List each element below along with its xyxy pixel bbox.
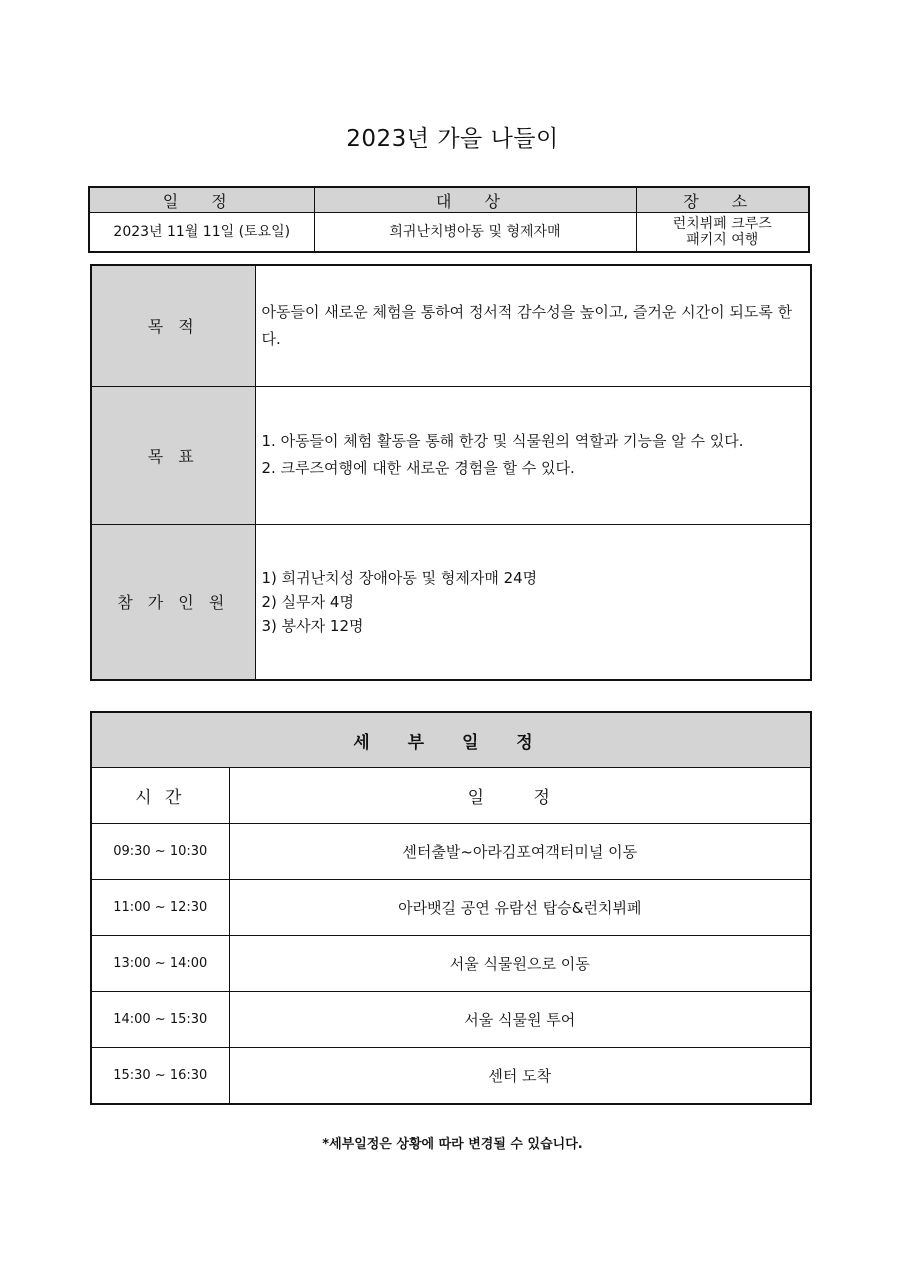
- purpose-label: 목 적: [91, 265, 255, 386]
- row-activity: 센터출발~아라김포여객터미널 이동: [229, 824, 811, 880]
- column-header-schedule: 일 정: [229, 768, 811, 824]
- participant-item: 2) 실무자 4명: [261, 592, 354, 611]
- purpose-text: 아동들이 새로운 체험을 통하여 정서적 감수성을 높이고, 즐거운 시간이 되도록 한다.: [255, 265, 811, 386]
- row-activity: 서울 식물원으로 이동: [229, 936, 811, 992]
- purpose-table: [90, 264, 812, 681]
- participant-item: 3) 봉사자 12명: [261, 616, 364, 635]
- table-row: [91, 824, 811, 880]
- table-row: [91, 992, 811, 1048]
- header-schedule: 일 정: [89, 187, 314, 213]
- event-place-line2: 패키지 여행: [686, 232, 759, 248]
- participants-text: [255, 524, 811, 680]
- table-row: [91, 936, 811, 992]
- row-time: 13:00 ~ 14:00: [91, 936, 229, 992]
- event-date: 2023년 11월 11일 (토요일): [89, 213, 314, 253]
- header-place: 장 소: [636, 187, 809, 213]
- participants-label: 참 가 인 원: [91, 524, 255, 680]
- goal-text: [255, 386, 811, 524]
- detail-schedule-title: 세 부 일 정: [91, 712, 811, 768]
- table-row: [91, 1048, 811, 1105]
- row-time: 09:30 ~ 10:30: [91, 824, 229, 880]
- table-row: [91, 880, 811, 936]
- goal-item: 1. 아동들이 체험 활동을 통해 한강 및 식물원의 역할과 기능을 알 수 있다.: [261, 432, 744, 450]
- footer-note: *세부일정은 상황에 따라 변경될 수 있습니다.: [322, 1137, 583, 1152]
- participant-item: 1) 희귀난치성 장애아동 및 형제자매 24명: [261, 568, 538, 587]
- event-place-line1: 런치뷔페 크루즈: [672, 216, 772, 232]
- detail-schedule-table: [90, 711, 812, 1105]
- goal-label: 목 표: [91, 386, 255, 524]
- goal-item: 2. 크루즈여행에 대한 새로운 경험을 할 수 있다.: [261, 459, 575, 477]
- document-title: 2023년 가을 나들이: [346, 126, 559, 152]
- row-time: 11:00 ~ 12:30: [91, 880, 229, 936]
- row-activity: 서울 식물원 투어: [229, 992, 811, 1048]
- row-time: 15:30 ~ 16:30: [91, 1048, 229, 1105]
- event-target: 희귀난치병아동 및 형제자매: [314, 213, 636, 253]
- info-table: [88, 186, 810, 253]
- row-time: 14:00 ~ 15:30: [91, 992, 229, 1048]
- column-header-time: 시 간: [91, 768, 229, 824]
- row-activity: 센터 도착: [229, 1048, 811, 1105]
- header-target: 대 상: [314, 187, 636, 213]
- event-place: [636, 213, 809, 253]
- row-activity: 아라뱃길 공연 유람선 탑승&런치뷔페: [229, 880, 811, 936]
